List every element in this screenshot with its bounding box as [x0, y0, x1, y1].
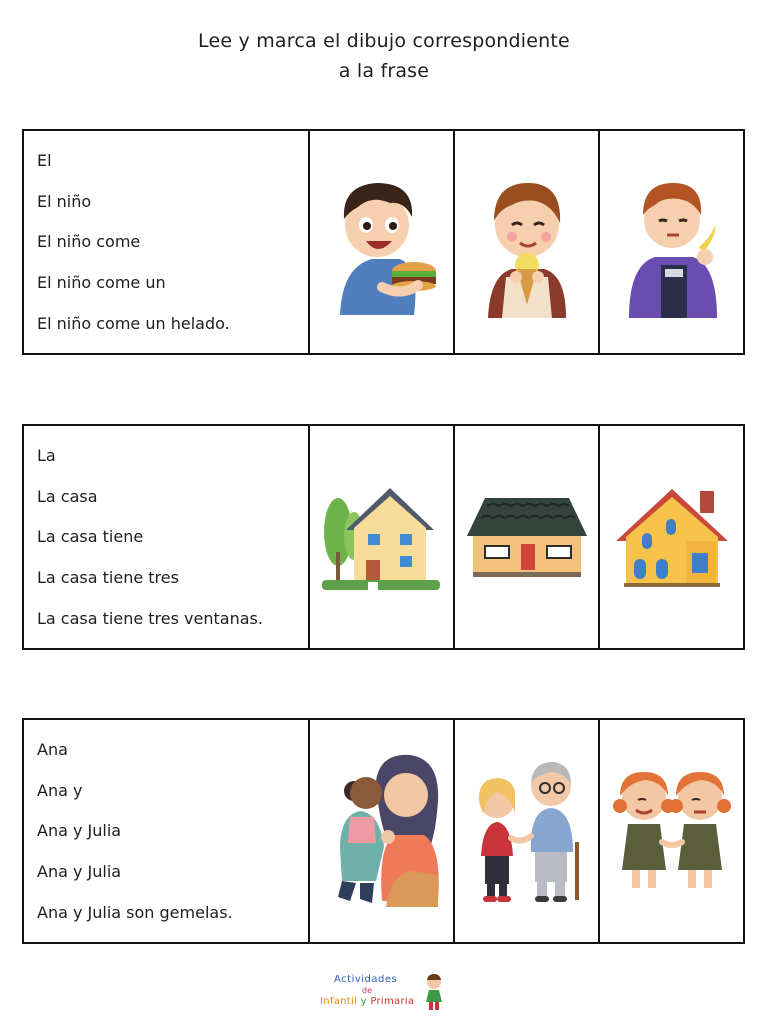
- picture-option-boy-banana[interactable]: [600, 131, 743, 353]
- sentence-cell: [24, 131, 310, 353]
- sentence-line: La casa tiene tres: [37, 568, 179, 588]
- boy-eating-ice-cream-illustration: [472, 165, 582, 320]
- picture-option-twin-girls[interactable]: [600, 720, 743, 942]
- sentence-line: Ana: [37, 740, 68, 759]
- logo-mascot-icon: [420, 972, 448, 1012]
- site-logo: [320, 970, 450, 1014]
- picture-option-house-trees[interactable]: [310, 426, 455, 648]
- sentence-cell: [24, 720, 310, 942]
- picture-option-girl-grandfather[interactable]: [455, 720, 600, 942]
- picture-option-boy-icecream[interactable]: [455, 131, 600, 353]
- sentence-line: El niño come: [37, 232, 141, 252]
- logo-line-2: de: [362, 986, 372, 995]
- sentence-line: La: [37, 446, 56, 465]
- picture-option-cottage[interactable]: [455, 426, 600, 648]
- boy-eating-burger-illustration: [322, 167, 442, 317]
- sentence-line: La casa tiene: [37, 527, 144, 547]
- logo-word-infantil: Infantil: [320, 996, 358, 1007]
- sentence-line: Ana y Julia son gemelas.: [37, 902, 233, 922]
- exercise-row-2: [22, 424, 745, 650]
- mother-hugging-girl-illustration: [320, 751, 444, 911]
- sentence-line: El: [37, 151, 52, 170]
- house-with-chimney-illustration: [614, 485, 730, 589]
- girl-with-grandfather-illustration: [465, 756, 589, 906]
- sentence-line: El niño come un: [37, 273, 166, 293]
- sentence-line: Ana y Julia: [37, 821, 122, 841]
- exercise-row-1: [22, 129, 745, 355]
- sentence-line: La casa: [37, 486, 98, 506]
- logo-line-3: [320, 996, 414, 1007]
- exercise-row-3: [22, 718, 745, 944]
- sentence-line: El niño: [37, 191, 92, 211]
- sentence-line: La casa tiene tres ventanas.: [37, 608, 263, 628]
- boy-eating-banana-illustration: [617, 165, 727, 320]
- picture-option-house-chimney[interactable]: [600, 426, 743, 648]
- logo-line-1: Actividades: [334, 974, 398, 985]
- logo-word-y: y: [360, 996, 367, 1007]
- cottage-dark-roof-illustration: [465, 490, 589, 585]
- worksheet-subtitle: a la frase: [338, 60, 430, 82]
- sentence-line: Ana y Julia: [37, 862, 122, 882]
- picture-option-mother-girl[interactable]: [310, 720, 455, 942]
- sentence-cell: [24, 426, 310, 648]
- logo-word-primaria: Primaria: [370, 996, 415, 1007]
- twin-girls-illustration: [612, 766, 732, 896]
- house-with-trees-illustration: [320, 482, 444, 592]
- sentence-line: Ana y: [37, 780, 83, 800]
- sentence-line: El niño come un helado.: [37, 313, 230, 333]
- worksheet-title: Lee y marca el dibujo correspondiente: [198, 30, 570, 52]
- picture-option-boy-burger[interactable]: [310, 131, 455, 353]
